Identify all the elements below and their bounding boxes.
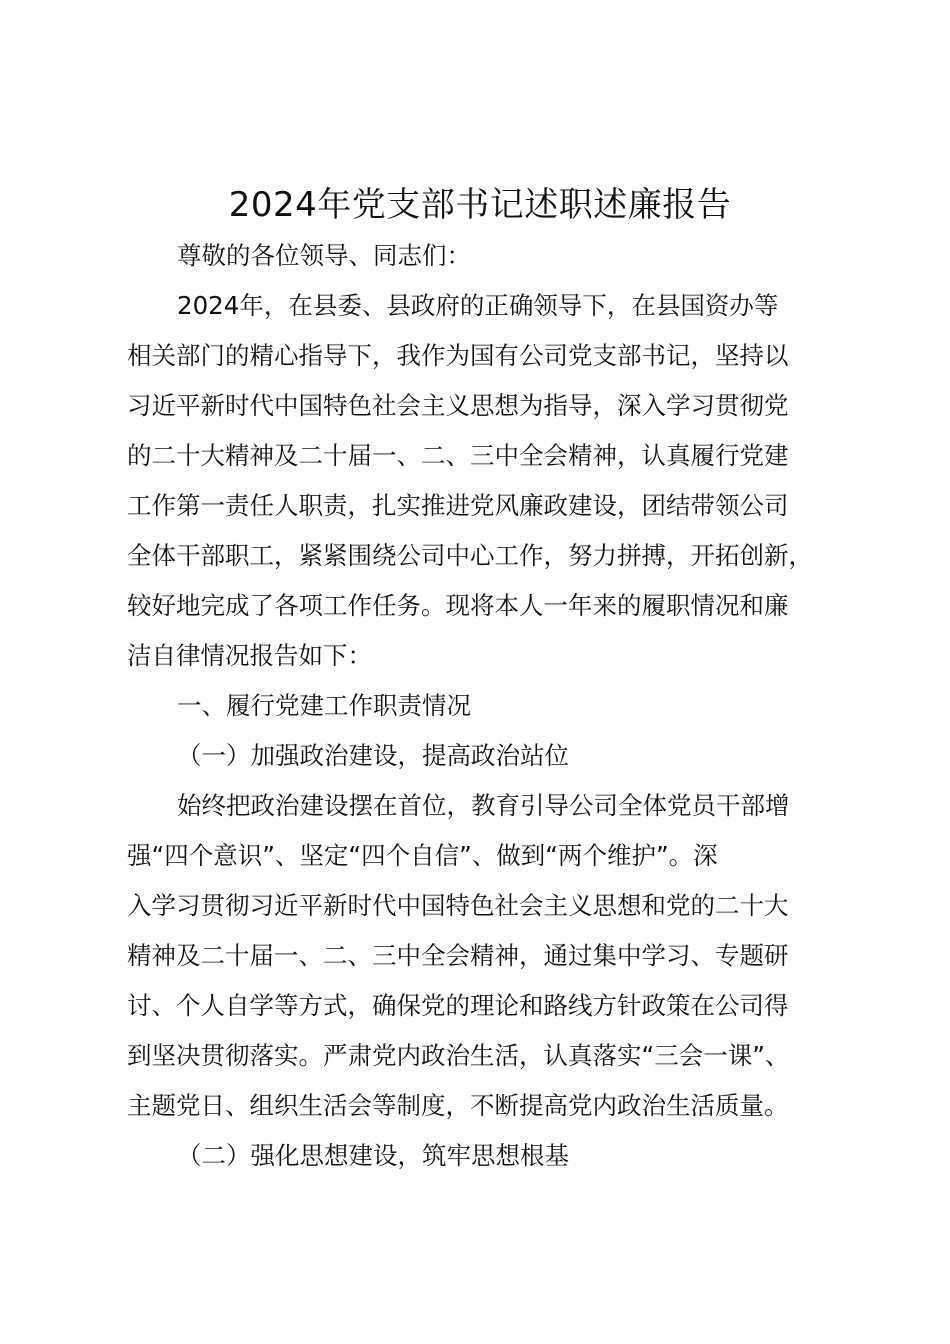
paragraph-line: 洁自律情况报告如下： bbox=[127, 641, 372, 670]
subsection-heading: （二）强化思想建设，筑牢思想根基 bbox=[177, 1141, 569, 1170]
paragraph-line: 精神及二十届一、二、三中全会精神，通过集中学习、专题研 bbox=[127, 941, 789, 970]
paragraph-line: 相关部门的精心指导下，我作为国有公司党支部书记，坚持以 bbox=[127, 341, 789, 370]
paragraph-line: 主题党日、组织生活会等制度，不断提高党内政治生活质量。 bbox=[127, 1091, 789, 1120]
paragraph-line: 入学习贯彻习近平新时代中国特色社会主义思想和党的二十大 bbox=[127, 891, 789, 920]
paragraph-line: 强“四个意识”、坚定“四个自信”、做到“两个维护”。深 bbox=[127, 841, 718, 870]
paragraph-line: 工作第一责任人职责，扎实推进党风廉政建设，团结带领公司 bbox=[127, 491, 789, 520]
document-body bbox=[127, 231, 847, 1181]
subsection-heading: （一）加强政治建设，提高政治站位 bbox=[177, 741, 569, 770]
paragraph-line: 始终把政治建设摆在首位，教育引导公司全体党员干部增 bbox=[177, 791, 790, 820]
paragraph-line: 的二十大精神及二十届一、二、三中全会精神，认真履行党建 bbox=[127, 441, 789, 470]
paragraph-line: 讨、个人自学等方式，确保党的理论和路线方针政策在公司得 bbox=[127, 991, 789, 1020]
section-heading: 一、履行党建工作职责情况 bbox=[177, 691, 471, 720]
paragraph-line: 2024年，在县委、县政府的正确领导下，在县国资办等 bbox=[177, 291, 779, 320]
document-title: 2024年党支部书记述职述廉报告 bbox=[228, 185, 732, 225]
paragraph-line: 较好地完成了各项工作任务。现将本人一年来的履职情况和廉 bbox=[127, 591, 789, 620]
paragraph-line: 到坚决贯彻落实。严肃党内政治生活，认真落实“三会一课”、 bbox=[127, 1041, 790, 1070]
paragraph-line: 习近平新时代中国特色社会主义思想为指导，深入学习贯彻党 bbox=[127, 391, 789, 420]
paragraph-line: 全体干部职工，紧紧围绕公司中心工作，努力拼搏，开拓创新， bbox=[127, 541, 813, 570]
salutation-line: 尊敬的各位领导、同志们： bbox=[177, 241, 471, 270]
